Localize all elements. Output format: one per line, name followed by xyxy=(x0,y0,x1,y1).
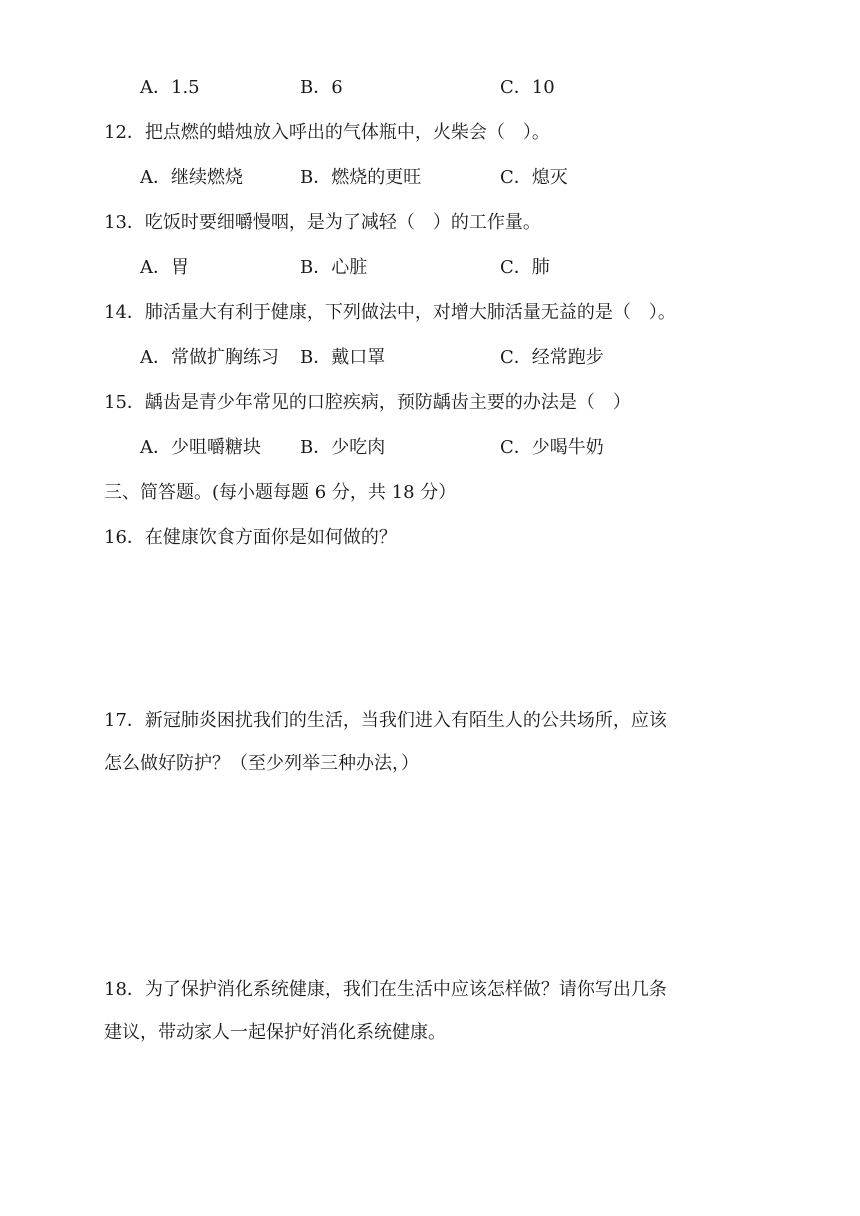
q15-question: 15．龋齿是青少年常见的口腔疾病，预防龋齿主要的办法是（ ） xyxy=(104,392,631,413)
q13-option-c: C．肺 xyxy=(500,257,550,278)
q12-option-a: A．继续燃烧 xyxy=(140,167,243,188)
q12-option-b: B．燃烧的更旺 xyxy=(300,167,422,188)
q11-option-a: A．1.5 xyxy=(140,77,200,98)
q13-option-b: B．心脏 xyxy=(300,257,368,278)
q18-question-line-2: 建议，带动家人一起保护好消化系统健康。 xyxy=(104,1022,446,1043)
q11-option-b: B．6 xyxy=(300,77,343,98)
q18-question-line-1: 18．为了保护消化系统健康，我们在生活中应该怎样做？请你写出几条 xyxy=(104,979,667,1000)
q15-option-b: B．少吃肉 xyxy=(300,437,386,458)
q14-option-b: B．戴口罩 xyxy=(300,347,386,368)
q13-question: 13．吃饭时要细嚼慢咽，是为了减轻（ ）的工作量。 xyxy=(104,212,541,233)
q17-question-line-1: 17．新冠肺炎困扰我们的生活，当我们进入有陌生人的公共场所，应该 xyxy=(104,710,667,731)
section-3-heading: 三、简答题。(每小题每题 6 分，共 18 分） xyxy=(104,482,457,503)
q11-option-c: C．10 xyxy=(500,77,555,98)
q17-question-line-2: 怎么做好防护？（至少列举三种办法，） xyxy=(104,753,419,774)
q12-option-c: C．熄灭 xyxy=(500,167,568,188)
q13-option-a: A．胃 xyxy=(140,257,189,278)
q15-option-a: A．少咀嚼糖块 xyxy=(140,437,261,458)
q14-question: 14．肺活量大有利于健康，下列做法中，对增大肺活量无益的是（ ）。 xyxy=(104,302,676,323)
q15-option-c: C．少喝牛奶 xyxy=(500,437,604,458)
q14-option-a: A．常做扩胸练习 xyxy=(140,347,279,368)
q14-option-c: C．经常跑步 xyxy=(500,347,604,368)
q12-question: 12．把点燃的蜡烛放入呼出的气体瓶中，火柴会（ ）。 xyxy=(104,122,550,143)
q16-question: 16．在健康饮食方面你是如何做的？ xyxy=(104,527,397,548)
